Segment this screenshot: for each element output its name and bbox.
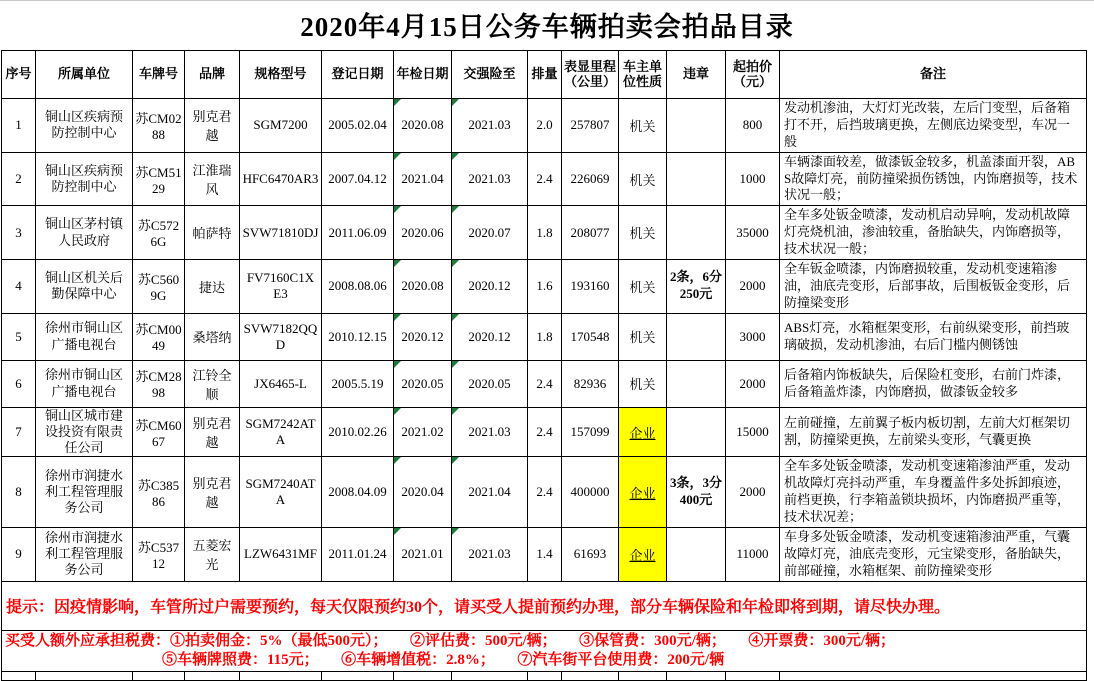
- cell-insurance: 2021.03: [452, 152, 528, 206]
- cell-owner: 铜山区机关后勤保障中心: [36, 260, 133, 314]
- cell-remark: 全车钣金喷漆，内饰磨损较重，发动机变速箱渗油，油底壳变形，后部事故，后围板钣金变形，后防撞梁变形: [780, 260, 1087, 314]
- cell-inspection: 2020.12: [394, 313, 452, 360]
- cell-displacement: 1.6: [528, 260, 562, 314]
- cell-model: SGM7200: [240, 99, 322, 153]
- cell-plate: 苏C5726G: [133, 206, 185, 260]
- cell-owner_type: 机关: [619, 206, 667, 260]
- green-triangle-icon: [394, 528, 401, 535]
- green-triangle-icon: [394, 153, 401, 160]
- cell-mileage: 82936: [562, 360, 619, 407]
- empty-cell: [528, 671, 562, 680]
- cell-price: 2000: [726, 360, 780, 407]
- cell-plate: 苏CM6067: [133, 407, 185, 457]
- empty-cell: [322, 671, 394, 680]
- column-header-violation: 违章: [667, 51, 726, 99]
- green-triangle-icon: [452, 408, 459, 415]
- cell-mileage: 61693: [562, 528, 619, 582]
- cell-owner: 铜山区疾病预防控制中心: [36, 99, 133, 153]
- green-triangle-icon: [452, 260, 459, 267]
- cell-model: JX6465-L: [240, 360, 322, 407]
- cell-plate: 苏C5609G: [133, 260, 185, 314]
- cell-owner_type: 企业: [619, 407, 667, 457]
- cell-reg_date: 2005.02.04: [322, 99, 394, 153]
- green-triangle-icon: [452, 314, 459, 321]
- cell-model: LZW6431MF: [240, 528, 322, 582]
- cell-owner_type: 机关: [619, 360, 667, 407]
- cell-seq: 1: [2, 99, 36, 153]
- fees-line-2: ⑤车辆牌照费：115元； ⑥车辆增值税：2.8%； ⑦汽车街平台使用费：200元/辆: [162, 651, 725, 668]
- cell-inspection: 2020.06: [394, 206, 452, 260]
- column-header-remark: 备注: [780, 51, 1087, 99]
- cell-price: 11000: [726, 528, 780, 582]
- cell-price: 2000: [726, 260, 780, 314]
- cell-mileage: 257807: [562, 99, 619, 153]
- cell-violation: 2条，6分250元: [667, 260, 726, 314]
- fees-cell: [2, 630, 1087, 671]
- green-triangle-icon: [452, 153, 459, 160]
- green-triangle-icon: [394, 408, 401, 415]
- cell-seq: 6: [2, 360, 36, 407]
- cell-owner_type: 企业: [619, 457, 667, 528]
- cell-insurance: 2020.12: [452, 313, 528, 360]
- cell-model: SVW7182QQD: [240, 313, 322, 360]
- green-triangle-icon: [452, 528, 459, 535]
- vehicle-row: [2, 260, 1087, 314]
- empty-cell: [240, 671, 322, 680]
- cell-seq: 4: [2, 260, 36, 314]
- cell-price: 35000: [726, 206, 780, 260]
- column-header-mileage: 表显里程（公里）: [562, 51, 619, 99]
- green-triangle-icon: [452, 457, 459, 464]
- cell-reg_date: 2011.06.09: [322, 206, 394, 260]
- cell-seq: 3: [2, 206, 36, 260]
- cell-mileage: 157099: [562, 407, 619, 457]
- cell-brand: 江淮瑞风: [185, 152, 240, 206]
- cell-owner: 徐州市润捷水利工程管理服务公司: [36, 528, 133, 582]
- empty-cell: [185, 671, 240, 680]
- column-header-brand: 品牌: [185, 51, 240, 99]
- cell-brand: 捷达: [185, 260, 240, 314]
- cell-reg_date: 2010.12.15: [322, 313, 394, 360]
- cell-price: 15000: [726, 407, 780, 457]
- empty-cell: [2, 671, 36, 680]
- cell-violation: [667, 407, 726, 457]
- empty-cell: [726, 671, 780, 680]
- cell-inspection: 2021.04: [394, 152, 452, 206]
- cell-violation: [667, 313, 726, 360]
- cell-mileage: 170548: [562, 313, 619, 360]
- empty-cell: [394, 671, 452, 680]
- cell-reg_date: 2010.02.26: [322, 407, 394, 457]
- cell-remark: 后备箱内饰板缺失，后保险杠变形，右前门炸漆，后备箱盖炸漆，内饰磨损，做漆钣金较多: [780, 360, 1087, 407]
- green-triangle-icon: [394, 314, 401, 321]
- cell-insurance: 2020.07: [452, 206, 528, 260]
- green-triangle-icon: [452, 361, 459, 368]
- cell-reg_date: 2011.01.24: [322, 528, 394, 582]
- cell-displacement: 1.8: [528, 313, 562, 360]
- green-triangle-icon: [394, 457, 401, 464]
- empty-cell: [36, 671, 133, 680]
- cell-brand: 桑塔纳: [185, 313, 240, 360]
- cell-insurance: 2021.03: [452, 99, 528, 153]
- green-triangle-icon: [394, 99, 401, 106]
- cell-price: 1000: [726, 152, 780, 206]
- cell-inspection: 2021.02: [394, 407, 452, 457]
- cell-owner_type: 机关: [619, 99, 667, 153]
- column-header-owner: 所属单位: [36, 51, 133, 99]
- vehicle-row: [2, 152, 1087, 206]
- cell-owner_type: 机关: [619, 313, 667, 360]
- cell-plate: 苏CM0049: [133, 313, 185, 360]
- cell-brand: 别克君越: [185, 99, 240, 153]
- cell-owner: 铜山区疾病预防控制中心: [36, 152, 133, 206]
- fees-line-1: 买受人额外应承担税费：①拍卖佣金：5%（最低500元）； ②评估费：500元/辆； ③保管费：300元/辆； ④开票费：300元/辆；: [5, 632, 896, 649]
- cell-mileage: 400000: [562, 457, 619, 528]
- cell-owner_type: 机关: [619, 260, 667, 314]
- cell-violation: [667, 528, 726, 582]
- cell-remark: 车身多处钣金喷漆，发动机变速箱渗油严重，气囊故障灯亮，油底壳变形，元宝梁变形，备胎缺失，前部碰撞，水箱框架、前防撞梁变形: [780, 528, 1087, 582]
- cell-remark: 发动机渗油，大灯灯光改装，左后门变型，后备箱打不开，后挡玻璃更换，左侧底边梁变型，车况一般: [780, 99, 1087, 153]
- vehicle-row: [2, 407, 1087, 457]
- cell-brand: 五菱宏光: [185, 528, 240, 582]
- cell-remark: 车辆漆面较差，做漆钣金较多，机盖漆面开裂，ABS故障灯亮，前防撞梁损伤锈蚀，内饰磨损等，技术状况一般；: [780, 152, 1087, 206]
- page-title: 2020年4月15日公务车辆拍卖会拍品目录: [300, 12, 794, 42]
- empty-cell: [562, 671, 619, 680]
- cell-owner_type: 企业: [619, 528, 667, 582]
- cell-inspection: 2020.08: [394, 260, 452, 314]
- cell-inspection: 2020.08: [394, 99, 452, 153]
- cell-displacement: 1.4: [528, 528, 562, 582]
- vehicle-row: [2, 206, 1087, 260]
- cell-displacement: 2.4: [528, 360, 562, 407]
- cell-model: SGM7240ATA: [240, 457, 322, 528]
- cell-owner: 徐州市铜山区广播电视台: [36, 360, 133, 407]
- cell-insurance: 2020.05: [452, 360, 528, 407]
- cell-mileage: 226069: [562, 152, 619, 206]
- empty-cell: [133, 671, 185, 680]
- cell-brand: 别克君越: [185, 457, 240, 528]
- column-header-inspection: 年检日期: [394, 51, 452, 99]
- cell-displacement: 2.0: [528, 99, 562, 153]
- cell-reg_date: 2005.5.19: [322, 360, 394, 407]
- cell-violation: [667, 360, 726, 407]
- column-header-reg_date: 登记日期: [322, 51, 394, 99]
- cell-brand: 江铃全顺: [185, 360, 240, 407]
- cell-remark: 左前碰撞，左前翼子板内板切割，左前大灯框架切割，防撞梁更换，左前梁头变形，气囊更换: [780, 407, 1087, 457]
- cell-displacement: 2.4: [528, 152, 562, 206]
- cell-inspection: 2020.04: [394, 457, 452, 528]
- column-header-model: 规格型号: [240, 51, 322, 99]
- table-header-row: [2, 51, 1087, 99]
- empty-cell: [667, 671, 726, 680]
- cell-mileage: 208077: [562, 206, 619, 260]
- green-triangle-icon: [394, 260, 401, 267]
- cell-violation: [667, 206, 726, 260]
- cell-reg_date: 2008.04.09: [322, 457, 394, 528]
- cell-inspection: 2021.01: [394, 528, 452, 582]
- cell-model: HFC6470AR3: [240, 152, 322, 206]
- empty-grid-row: [2, 671, 1087, 680]
- vehicle-row: [2, 99, 1087, 153]
- cell-remark: 全车多处钣金喷漆，发动机启动异响，发动机故障灯亮烧机油，渗油较重，备胎缺失，内饰磨损等，技术状况一般；: [780, 206, 1087, 260]
- cell-insurance: 2021.03: [452, 407, 528, 457]
- cell-owner: 徐州市润捷水利工程管理服务公司: [36, 457, 133, 528]
- cell-violation: 3条，3分400元: [667, 457, 726, 528]
- cell-plate: 苏CM5129: [133, 152, 185, 206]
- cell-owner: 徐州市铜山区广播电视台: [36, 313, 133, 360]
- cell-displacement: 2.4: [528, 457, 562, 528]
- vehicle-row: [2, 313, 1087, 360]
- column-header-seq: 序号: [2, 51, 36, 99]
- green-triangle-icon: [394, 361, 401, 368]
- cell-insurance: 2021.03: [452, 528, 528, 582]
- empty-cell: [452, 671, 528, 680]
- column-header-price: 起拍价（元）: [726, 51, 780, 99]
- auction-table: [1, 50, 1087, 681]
- fees-row: [2, 630, 1087, 671]
- green-triangle-icon: [452, 99, 459, 106]
- notice-row: [2, 581, 1087, 630]
- cell-insurance: 2020.12: [452, 260, 528, 314]
- cell-owner: 铜山区城市建设投资有限责任公司: [36, 407, 133, 457]
- cell-violation: [667, 152, 726, 206]
- cell-seq: 7: [2, 407, 36, 457]
- empty-cell: [780, 671, 1087, 680]
- cell-displacement: 2.4: [528, 407, 562, 457]
- cell-remark: ABS灯亮，水箱框架变形，右前纵梁变形，前挡玻璃破损，发动机渗油，右后门槛内侧锈蚀: [780, 313, 1087, 360]
- empty-cell: [619, 671, 667, 680]
- green-triangle-icon: [452, 206, 459, 213]
- cell-model: FV7160C1X E3: [240, 260, 322, 314]
- cell-mileage: 193160: [562, 260, 619, 314]
- cell-insurance: 2021.04: [452, 457, 528, 528]
- cell-seq: 9: [2, 528, 36, 582]
- cell-plate: 苏C38586: [133, 457, 185, 528]
- cell-plate: 苏C53712: [133, 528, 185, 582]
- column-header-plate: 车牌号: [133, 51, 185, 99]
- cell-price: 800: [726, 99, 780, 153]
- column-header-owner_type: 车主单位性质: [619, 51, 667, 99]
- cell-brand: 别克君越: [185, 407, 240, 457]
- cell-model: SGM7242ATA: [240, 407, 322, 457]
- covid-notice-text: 提示：因疫情影响，车管所过户需要预约，每天仅限预约30个，请买受人提前预约办理，部分车辆保险和年检即将到期，请尽快办理。: [2, 581, 1087, 630]
- column-header-displacement: 排量: [528, 51, 562, 99]
- cell-seq: 2: [2, 152, 36, 206]
- cell-price: 3000: [726, 313, 780, 360]
- cell-brand: 帕萨特: [185, 206, 240, 260]
- column-header-insurance: 交强险至: [452, 51, 528, 99]
- cell-seq: 8: [2, 457, 36, 528]
- cell-model: SVW71810DJ: [240, 206, 322, 260]
- vehicle-row: [2, 528, 1087, 582]
- cell-reg_date: 2007.04.12: [322, 152, 394, 206]
- cell-remark: 全车多处钣金喷漆，发动机变速箱渗油严重，发动机故障灯亮抖动严重，车身覆盖件多处拆卸痕迹，前档更换，行李箱盖锁块损坏，内饰磨损严重等，技术状况差；: [780, 457, 1087, 528]
- cell-violation: [667, 99, 726, 153]
- table-body: [2, 99, 1087, 582]
- green-triangle-icon: [394, 206, 401, 213]
- cell-seq: 5: [2, 313, 36, 360]
- cell-displacement: 1.8: [528, 206, 562, 260]
- cell-reg_date: 2008.08.06: [322, 260, 394, 314]
- vehicle-row: [2, 457, 1087, 528]
- cell-plate: 苏CM0288: [133, 99, 185, 153]
- cell-owner_type: 机关: [619, 152, 667, 206]
- vehicle-row: [2, 360, 1087, 407]
- cell-price: 2000: [726, 457, 780, 528]
- cell-plate: 苏CM2898: [133, 360, 185, 407]
- cell-owner: 铜山区茅村镇人民政府: [36, 206, 133, 260]
- cell-inspection: 2020.05: [394, 360, 452, 407]
